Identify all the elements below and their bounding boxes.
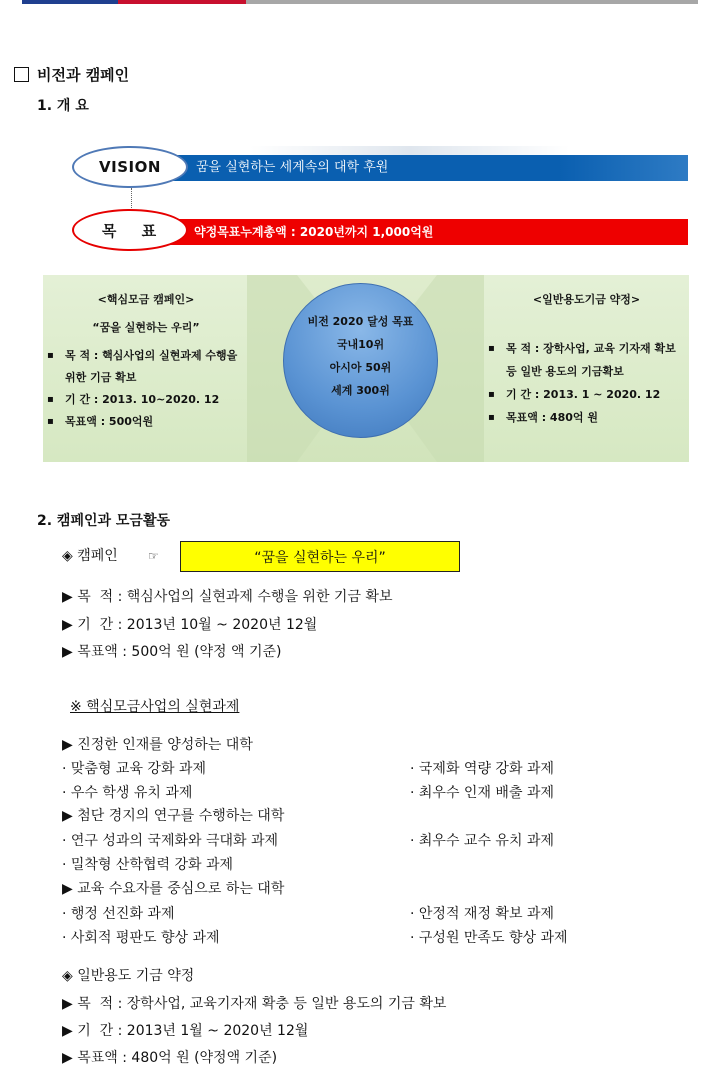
task-item: · 국제화 역량 강화 과제 — [410, 761, 554, 777]
vision-text: 꿈을 실현하는 세계속의 대학 후원 — [196, 160, 389, 175]
overview-heading: 1. 개 요 — [37, 98, 89, 114]
campaign-slogan-box: “꿈을 실현하는 우리” — [180, 541, 460, 572]
vision-2020-domestic: 국내10위 — [336, 338, 385, 351]
goal-label: 목 표 — [72, 209, 188, 251]
task-item: · 밀착형 산학협력 강화 과제 — [62, 857, 234, 873]
vision-2020-asia: 아시아 50위 — [329, 361, 392, 374]
pointing-hand-icon: ☞ — [148, 549, 159, 563]
vision-label: VISION — [72, 146, 188, 188]
task-item: · 안정적 재정 확보 과제 — [410, 906, 554, 922]
core-campaign-list — [43, 345, 249, 433]
list-item: ▪ 기 간 : 2013. 10~2020. 12 — [43, 389, 243, 411]
general-fund-label: ◈ 일반용도 기금 약정 — [62, 968, 195, 984]
task-item: · 구성원 만족도 향상 과제 — [410, 930, 568, 946]
task-group-title: ▶ 진정한 인재를 양성하는 대학 — [62, 737, 253, 753]
task-item: · 사회적 평판도 향상 과제 — [62, 930, 220, 946]
task-item: · 우수 학생 유치 과제 — [62, 785, 193, 801]
general-fund-list — [484, 337, 689, 429]
checkbox-square-icon — [14, 67, 29, 82]
connector-line — [131, 188, 132, 208]
task-item: · 맞춤형 교육 강화 과제 — [62, 761, 206, 777]
task-group-title: ▶ 첨단 경지의 연구를 수행하는 대학 — [62, 808, 285, 824]
campaign-heading: 2. 캠페인과 모금활동 — [37, 513, 170, 529]
section-title: 비전과 캠페인 — [14, 64, 129, 85]
core-campaign-title: <핵심모금 캠페인> — [97, 293, 195, 306]
task-item: · 행정 선진화 과제 — [62, 906, 175, 922]
task-item: · 연구 성과의 국제화와 극대화 과제 — [62, 833, 279, 849]
campaign-period: ▶ 기 간 : 2013년 10월 ~ 2020년 12월 — [62, 617, 318, 633]
list-item: ▪ 목 적 : 장학사업, 교육 기자재 확보 등 일반 용도의 기금확보 — [484, 337, 681, 383]
general-fund-box — [484, 275, 689, 462]
vision-2020-title: 비전 2020 달성 목표 — [307, 315, 414, 328]
list-item: ▪ 기 간 : 2013. 1 ~ 2020. 12 — [484, 383, 681, 406]
vision-2020-world: 세계 300위 — [331, 384, 390, 397]
top-bar-gray — [246, 0, 698, 4]
vision-2020-text — [283, 310, 438, 402]
top-bar-blue — [22, 0, 118, 4]
campaign-purpose: ▶ 목 적 : 핵심사업의 실현과제 수행을 위한 기금 확보 — [62, 589, 393, 605]
campaign-target: ▶ 목표액 : 500억 원 (약정 액 기준) — [62, 644, 282, 660]
general-fund-period: ▶ 기 간 : 2013년 1월 ~ 2020년 12월 — [62, 1023, 309, 1039]
list-item: ▪ 목표액 : 500억원 — [43, 411, 243, 433]
list-item: ▪ 목표액 : 480억 원 — [484, 406, 681, 429]
tasks-title: ※ 핵심모금사업의 실현과제 — [70, 699, 240, 715]
core-campaign-slogan: “꿈을 실현하는 우리” — [92, 321, 200, 334]
task-group-title: ▶ 교육 수요자를 중심으로 하는 대학 — [62, 881, 285, 897]
campaign-label: ◈ 캠페인 — [62, 548, 118, 564]
general-fund-purpose: ▶ 목 적 : 장학사업, 교육기자재 확충 등 일반 용도의 기금 확보 — [62, 996, 447, 1012]
general-fund-target: ▶ 목표액 : 480억 원 (약정액 기준) — [62, 1050, 278, 1066]
general-fund-title: <일반용도기금 약정> — [532, 293, 641, 306]
goal-text: 약정목표누계총액 : 2020년까지 1,000억원 — [194, 225, 434, 239]
core-campaign-box — [43, 275, 249, 462]
top-bar-red — [118, 0, 246, 4]
list-item: ▪ 목 적 : 핵심사업의 실현과제 수행을 위한 기금 확보 — [43, 345, 243, 389]
task-item: · 최우수 인재 배출 과제 — [410, 785, 554, 801]
task-item: · 최우수 교수 유치 과제 — [410, 833, 554, 849]
